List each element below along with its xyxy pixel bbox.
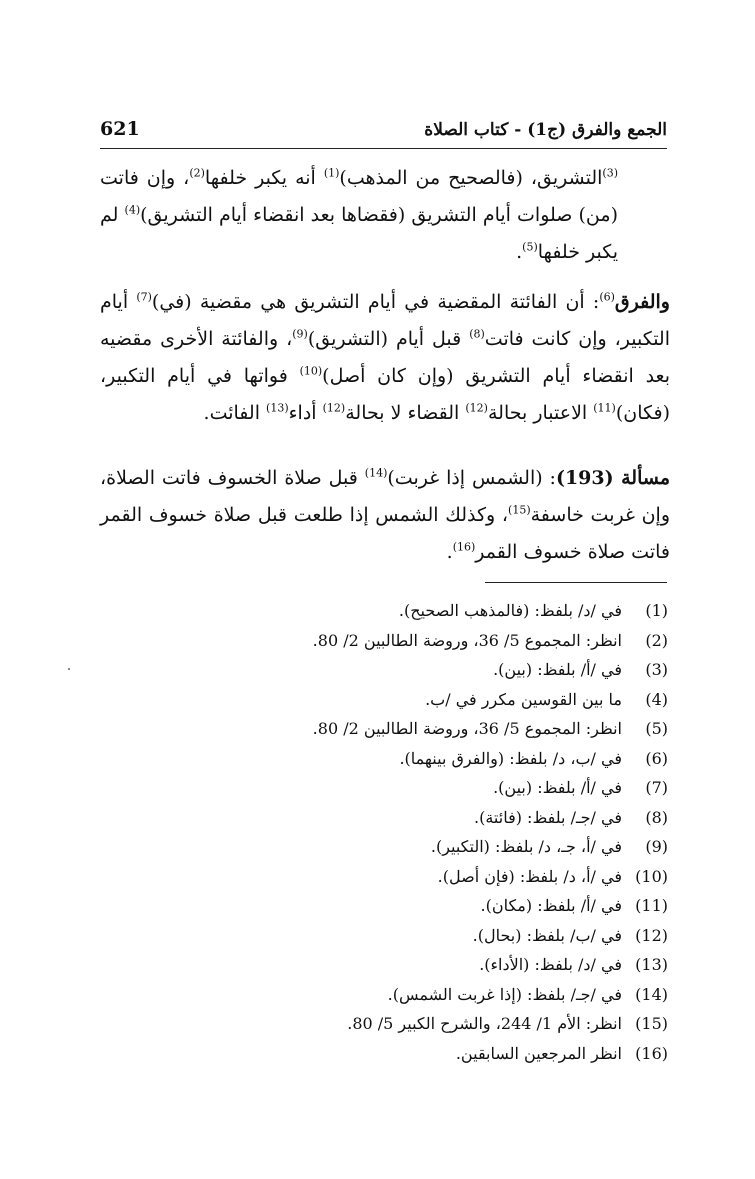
- issue-heading: مسألة (193): [555, 467, 670, 489]
- footnote-ref[interactable]: (11): [593, 401, 616, 415]
- footnote-ref[interactable]: (9): [292, 327, 308, 341]
- footnote-text: ما بين القوسين مكرر في /ب.: [425, 689, 622, 709]
- footnote-ref[interactable]: (5): [522, 240, 538, 254]
- footnote-number: (11): [635, 896, 668, 915]
- footnote-number: (1): [645, 601, 668, 620]
- footnote-text: في /ب، د/ بلفظ: (والفرق بينهما).: [399, 748, 622, 768]
- paragraph-text: صلوات أيام التشريق (فقضاها بعد انقضاء أيام التشريق): [140, 204, 579, 226]
- paragraph-3: [100, 460, 670, 571]
- footnote-number: (13): [635, 955, 668, 974]
- scan-speck: [68, 668, 70, 670]
- footnote-item: [150, 626, 668, 656]
- paragraph-text: القضاء لا بحالة: [345, 402, 466, 424]
- paragraph-text: .: [446, 541, 453, 563]
- footnote-text: في /د/ بلفظ: (فالمذهب الصحيح).: [398, 601, 622, 620]
- footnote-item: [150, 685, 668, 715]
- footnote-number: (9): [645, 837, 668, 856]
- footnote-ref[interactable]: (13): [266, 401, 289, 415]
- paragraph-text: ، وكذلك الشمس إذا طلعت قبل صلاة خسوف القمر فاتت صلاة خسوف القمر: [100, 504, 670, 563]
- footnote-item: [150, 891, 668, 921]
- footnote-ref[interactable]: (12): [465, 401, 488, 415]
- footnote-text: في /أ/ بلفظ: (مكان).: [480, 896, 622, 915]
- paragraph-text: الاعتبار بحالة: [487, 402, 594, 424]
- footnote-item: [150, 714, 668, 744]
- footnote-text: في /جـ/ بلفظ: (إذا غربت الشمس).: [387, 984, 622, 1004]
- footnote-ref[interactable]: (8): [469, 327, 485, 341]
- footnote-number: (3): [645, 660, 668, 679]
- footnote-text: في /د/ بلفظ: (الأداء).: [479, 955, 622, 974]
- paragraph-text: أنه يكبر خلفها: [204, 167, 324, 189]
- paragraph-text: ، وإن فاتت (من): [100, 167, 618, 226]
- footnote-item: [150, 803, 668, 833]
- footnote-number: (2): [645, 630, 668, 650]
- footnote-ref[interactable]: (12): [322, 401, 346, 415]
- paragraph-2: [100, 284, 670, 432]
- footnote-divider: [485, 582, 667, 583]
- footnote-item: [150, 596, 668, 626]
- footnote-ref[interactable]: (14): [364, 466, 388, 480]
- footnote-item: [150, 950, 668, 980]
- paragraph-text: قبل صلاة الخسوف فاتت الصلاة، وإن غربت خاسفة: [100, 467, 671, 526]
- footnote-text: في /أ، جـ، د/ بلفظ: (التكبير).: [430, 837, 622, 856]
- footnote-item: [150, 1039, 668, 1069]
- footnote-item: [150, 773, 668, 803]
- footnote-number: (16): [635, 1043, 668, 1063]
- paragraph-text: : (الشمس إذا غربت): [387, 467, 556, 489]
- footnote-item: [150, 832, 668, 862]
- paragraph-text: لم يكبر خلفها: [100, 204, 618, 263]
- footnote-item: [150, 744, 668, 774]
- footnote-item: [150, 862, 668, 892]
- page-number: 621: [100, 118, 140, 140]
- footnote-item: [150, 980, 668, 1010]
- paragraph-text: .: [516, 241, 523, 263]
- footnotes-list: [150, 596, 668, 1068]
- footnote-text: في /أ، د/ بلفظ: (فإن أصل).: [437, 866, 622, 886]
- paragraph-1: [100, 160, 670, 271]
- paragraph-text: أيام التكبير، وإن كانت فاتت: [100, 291, 670, 350]
- footnote-ref[interactable]: (3): [602, 166, 619, 180]
- paragraph-text: قبل أيام (التشريق): [307, 328, 470, 350]
- footnote-item: [150, 1009, 668, 1039]
- footnote-text: انظر: المجموع 5/ 36، وروضة الطالبين 2/ 80.: [312, 719, 622, 738]
- footnote-number: (4): [645, 689, 668, 709]
- footnote-text: في /أ/ بلفظ: (بين).: [493, 778, 622, 797]
- footnote-ref[interactable]: (16): [452, 540, 476, 554]
- paragraph-text: أداء: [288, 402, 323, 424]
- footnote-ref[interactable]: (6): [599, 290, 615, 304]
- footnote-text: انظر: المجموع 5/ 36، وروضة الطالبين 2/ 80.: [312, 630, 622, 650]
- footnote-item: [150, 655, 668, 685]
- footnote-item: [150, 921, 668, 951]
- footnote-text: انظر: الأم 1/ 244، والشرح الكبير 5/ 80.: [347, 1014, 622, 1033]
- footnote-number: (6): [645, 748, 668, 768]
- running-title: الجمع والفرق (ج1) - كتاب الصلاة: [424, 120, 667, 140]
- footnote-text: انظر المرجعين السابقين.: [455, 1043, 622, 1063]
- paragraph-text: فواتها في أيام التكبير، (فكان): [100, 365, 670, 424]
- paragraph-text: الفائت.: [203, 402, 267, 424]
- paragraph-lead: والفرق: [614, 291, 670, 313]
- footnote-number: (14): [635, 984, 668, 1004]
- footnote-text: في /جـ/ بلفظ: (فائتة).: [474, 807, 622, 827]
- footnote-ref[interactable]: (15): [508, 503, 531, 517]
- footnote-number: (8): [645, 807, 668, 827]
- footnote-number: (12): [635, 925, 668, 945]
- footnote-ref[interactable]: (2): [189, 166, 205, 180]
- footnote-ref[interactable]: (1): [323, 166, 340, 180]
- running-header: [100, 118, 667, 149]
- paragraph-text: : أن الفائتة المقضية في أيام التشريق هي مقضية (في): [151, 291, 600, 313]
- footnote-number: (5): [645, 719, 668, 738]
- footnote-ref[interactable]: (7): [136, 290, 152, 304]
- paragraph-text: التشريق، (فالصحيح من المذهب): [339, 167, 603, 189]
- paragraph-text: ، والفائتة الأخرى مقضيه بعد انقضاء أيام التشريق (وإن كان أصل): [100, 328, 670, 387]
- footnote-number: (15): [635, 1014, 668, 1033]
- footnote-number: (10): [635, 866, 668, 886]
- footnote-text: في /أ/ بلفظ: (بين).: [493, 660, 622, 679]
- footnote-ref[interactable]: (10): [299, 364, 323, 378]
- footnote-ref[interactable]: (4): [124, 203, 141, 217]
- footnote-text: في /ب/ بلفظ: (بحال).: [472, 925, 622, 945]
- footnote-number: (7): [645, 778, 668, 797]
